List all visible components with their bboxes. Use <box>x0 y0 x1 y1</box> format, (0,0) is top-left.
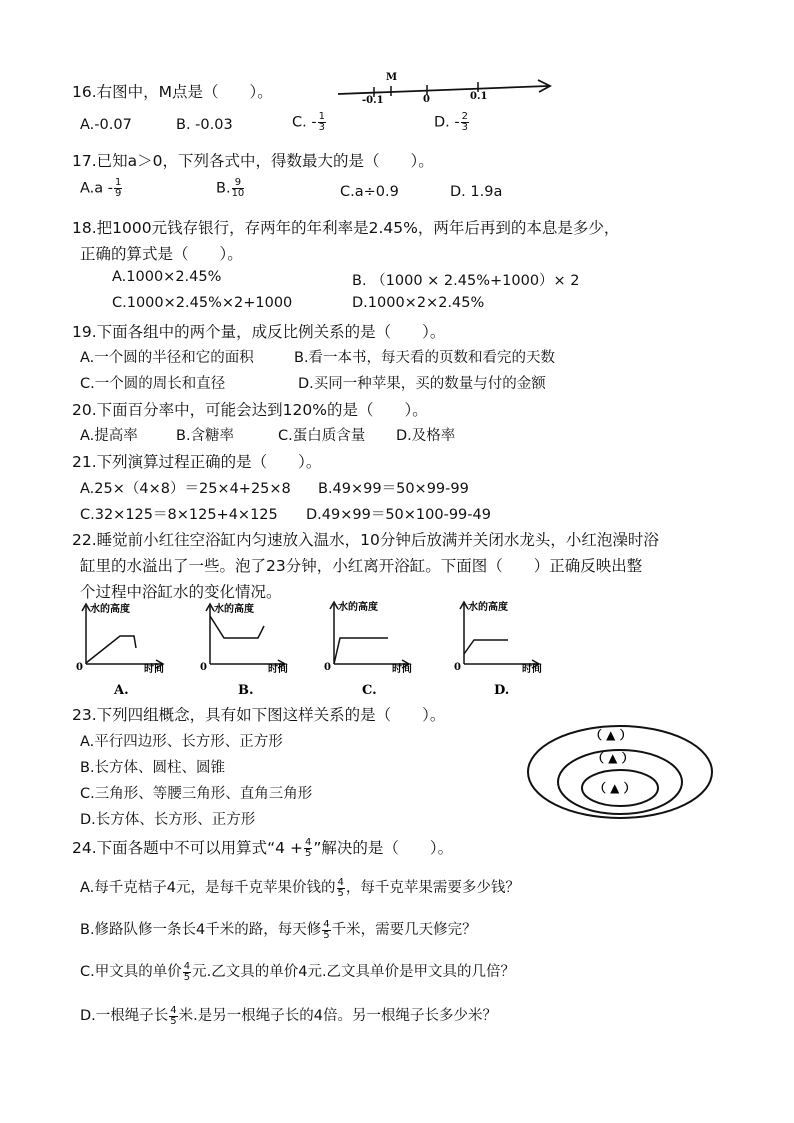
q22-graph-d <box>452 600 552 700</box>
q20-option-a: A.提高率 <box>80 428 138 444</box>
q22-stem-line1: 22.睡觉前小红往空浴缸内匀速放入温水，10分钟后放满并关闭水龙头，小红泡澡时浴 <box>72 531 659 549</box>
q16-m-label: M <box>386 72 398 83</box>
q23-outer-label: （ ▲ ） <box>590 728 632 742</box>
q16-number-line <box>334 68 556 104</box>
q22-graph-c-ylabel: 水的高度 <box>338 602 378 613</box>
q16-option-c: C. - $\frac{1}{3}$ <box>292 111 325 133</box>
q22-graph-c-xlabel: 时间 <box>392 664 412 675</box>
q19-option-d: D.买同一种苹果，买的数量与付的金额 <box>298 376 546 392</box>
q23-option-c: C.三角形、等腰三角形、直角三角形 <box>80 786 313 802</box>
q24-option-a: A.每千克桔子4元，是每千克苹果价钱的 $\frac{4}{5}$ ，每千克苹果需要多少钱？ <box>80 876 520 899</box>
q18-option-b: B. （1000 × 2.45%+1000）× 2 <box>352 273 580 289</box>
q22-graph-b-label: B. <box>238 683 254 698</box>
q22-graph-b <box>198 600 298 700</box>
q24-option-b: B.修路队修一条长4千米的路，每天修 $\frac{4}{5}$ 千米，需要几天修完？ <box>80 918 477 941</box>
q23-option-d: D.长方体、长方形、正方形 <box>80 812 256 828</box>
q23-option-a: A.平行四边形、长方形、正方形 <box>80 734 283 750</box>
q22-graph-b-xlabel: 时间 <box>268 664 288 675</box>
q21-stem: 21.下列演算过程正确的是（ ）。 <box>72 453 322 471</box>
q17-option-c: C.a÷0.9 <box>340 184 399 200</box>
q18-option-c: C.1000×2.45%×2+1000 <box>112 295 293 311</box>
q20-option-d: D.及格率 <box>396 428 456 444</box>
q18-option-a: A.1000×2.45% <box>112 269 222 285</box>
q24-option-c: C.甲文具的单价 $\frac{4}{5}$ 元.乙文具的单价4元.乙文具单价是甲文具的几倍？ <box>80 960 516 983</box>
q19-stem: 19.下面各组中的两个量，成反比例关系的是（ ）。 <box>72 323 446 341</box>
q21-option-d: D.49×99＝50×100-99-49 <box>306 507 491 523</box>
q22-graph-c <box>322 600 422 700</box>
q22-graph-a <box>72 600 172 700</box>
q21-option-c: C.32×125＝8×125+4×125 <box>80 507 278 523</box>
q17-option-d: D. 1.9a <box>450 184 503 200</box>
q20-option-c: C.蛋白质含量 <box>278 428 366 444</box>
q18-stem-line2: 正确的算式是（ ）。 <box>80 245 243 263</box>
q22-graph-d-ylabel: 水的高度 <box>468 602 508 613</box>
q22-graph-a-label: A. <box>114 683 129 698</box>
q23-option-b: B.长方体、圆柱、圆锥 <box>80 760 226 776</box>
q16-tick-neg: -0.1 <box>362 95 384 104</box>
q20-option-b: B.含糖率 <box>176 428 235 444</box>
q23-nested-ellipses-diagram <box>522 718 720 828</box>
q22-stem-line3: 个过程中浴缸水的变化情况。 <box>80 583 282 601</box>
q17-option-a: A.a - $\frac{1}{9}$ <box>80 177 122 199</box>
q16-option-b: B. -0.03 <box>176 117 233 133</box>
q19-option-b: B.看一本书，每天看的页数和看完的天数 <box>294 350 556 366</box>
q20-stem: 20.下面百分率中，可能会达到120%的是（ ）。 <box>72 401 428 419</box>
q22-graph-d-xlabel: 时间 <box>522 664 542 675</box>
q23-middle-label: （ ▲ ） <box>592 751 634 765</box>
q22-graph-b-origin: 0 <box>200 662 207 673</box>
q18-option-d: D.1000×2×2.45% <box>352 295 485 311</box>
q22-graph-c-origin: 0 <box>324 662 331 673</box>
q18-stem-line1: 18.把1000元钱存银行，存两年的年利率是2.45%，两年后再到的本息是多少， <box>72 219 620 237</box>
q22-graph-a-xlabel: 时间 <box>144 664 164 675</box>
q22-graph-d-origin: 0 <box>454 662 461 673</box>
q16-option-d: D. - $\frac{2}{3}$ <box>434 111 468 133</box>
q24-option-d: D.一根绳子长 $\frac{4}{5}$ 米.是另一根绳子长的4倍。另一根绳子长多少米？ <box>80 1004 497 1027</box>
q22-graph-b-ylabel: 水的高度 <box>214 604 254 615</box>
q22-stem-line2: 缸里的水溢出了一些。泡了23分钟，小红离开浴缸。下面图（ ）正确反映出整 <box>80 557 643 575</box>
q17-stem: 17.已知a＞0，下列各式中，得数最大的是（ ）。 <box>72 152 434 170</box>
q19-option-a: A.一个圆的半径和它的面积 <box>80 350 254 366</box>
q21-option-a: A.25×（4×8）＝25×4+25×8 <box>80 481 291 497</box>
q22-graph-c-label: C. <box>362 683 377 698</box>
q16-tick-zero: 0 <box>423 94 430 104</box>
q16-stem: 16.右图中，M点是（ ）。 <box>72 83 273 101</box>
q23-inner-label: （ ▲ ） <box>594 781 636 795</box>
q24-stem: 24.下面各题中不可以用算式“4 + $\frac{4}{5}$ ”解决的是（ ）。 <box>72 837 454 859</box>
q21-option-b: B.49×99＝50×99-99 <box>318 481 469 497</box>
q16-tick-pos: 0.1 <box>470 91 488 102</box>
q22-graph-a-origin: 0 <box>76 662 83 673</box>
q23-stem: 23.下列四组概念，具有如下图这样关系的是（ ）。 <box>72 706 446 724</box>
q19-option-c: C.一个圆的周长和直径 <box>80 376 226 392</box>
q16-option-a: A.-0.07 <box>80 117 132 133</box>
q22-graph-d-label: D. <box>494 683 510 698</box>
q22-graph-a-ylabel: 水的高度 <box>90 604 130 615</box>
q17-option-b: B. $\frac{9}{10}$ <box>216 177 245 199</box>
